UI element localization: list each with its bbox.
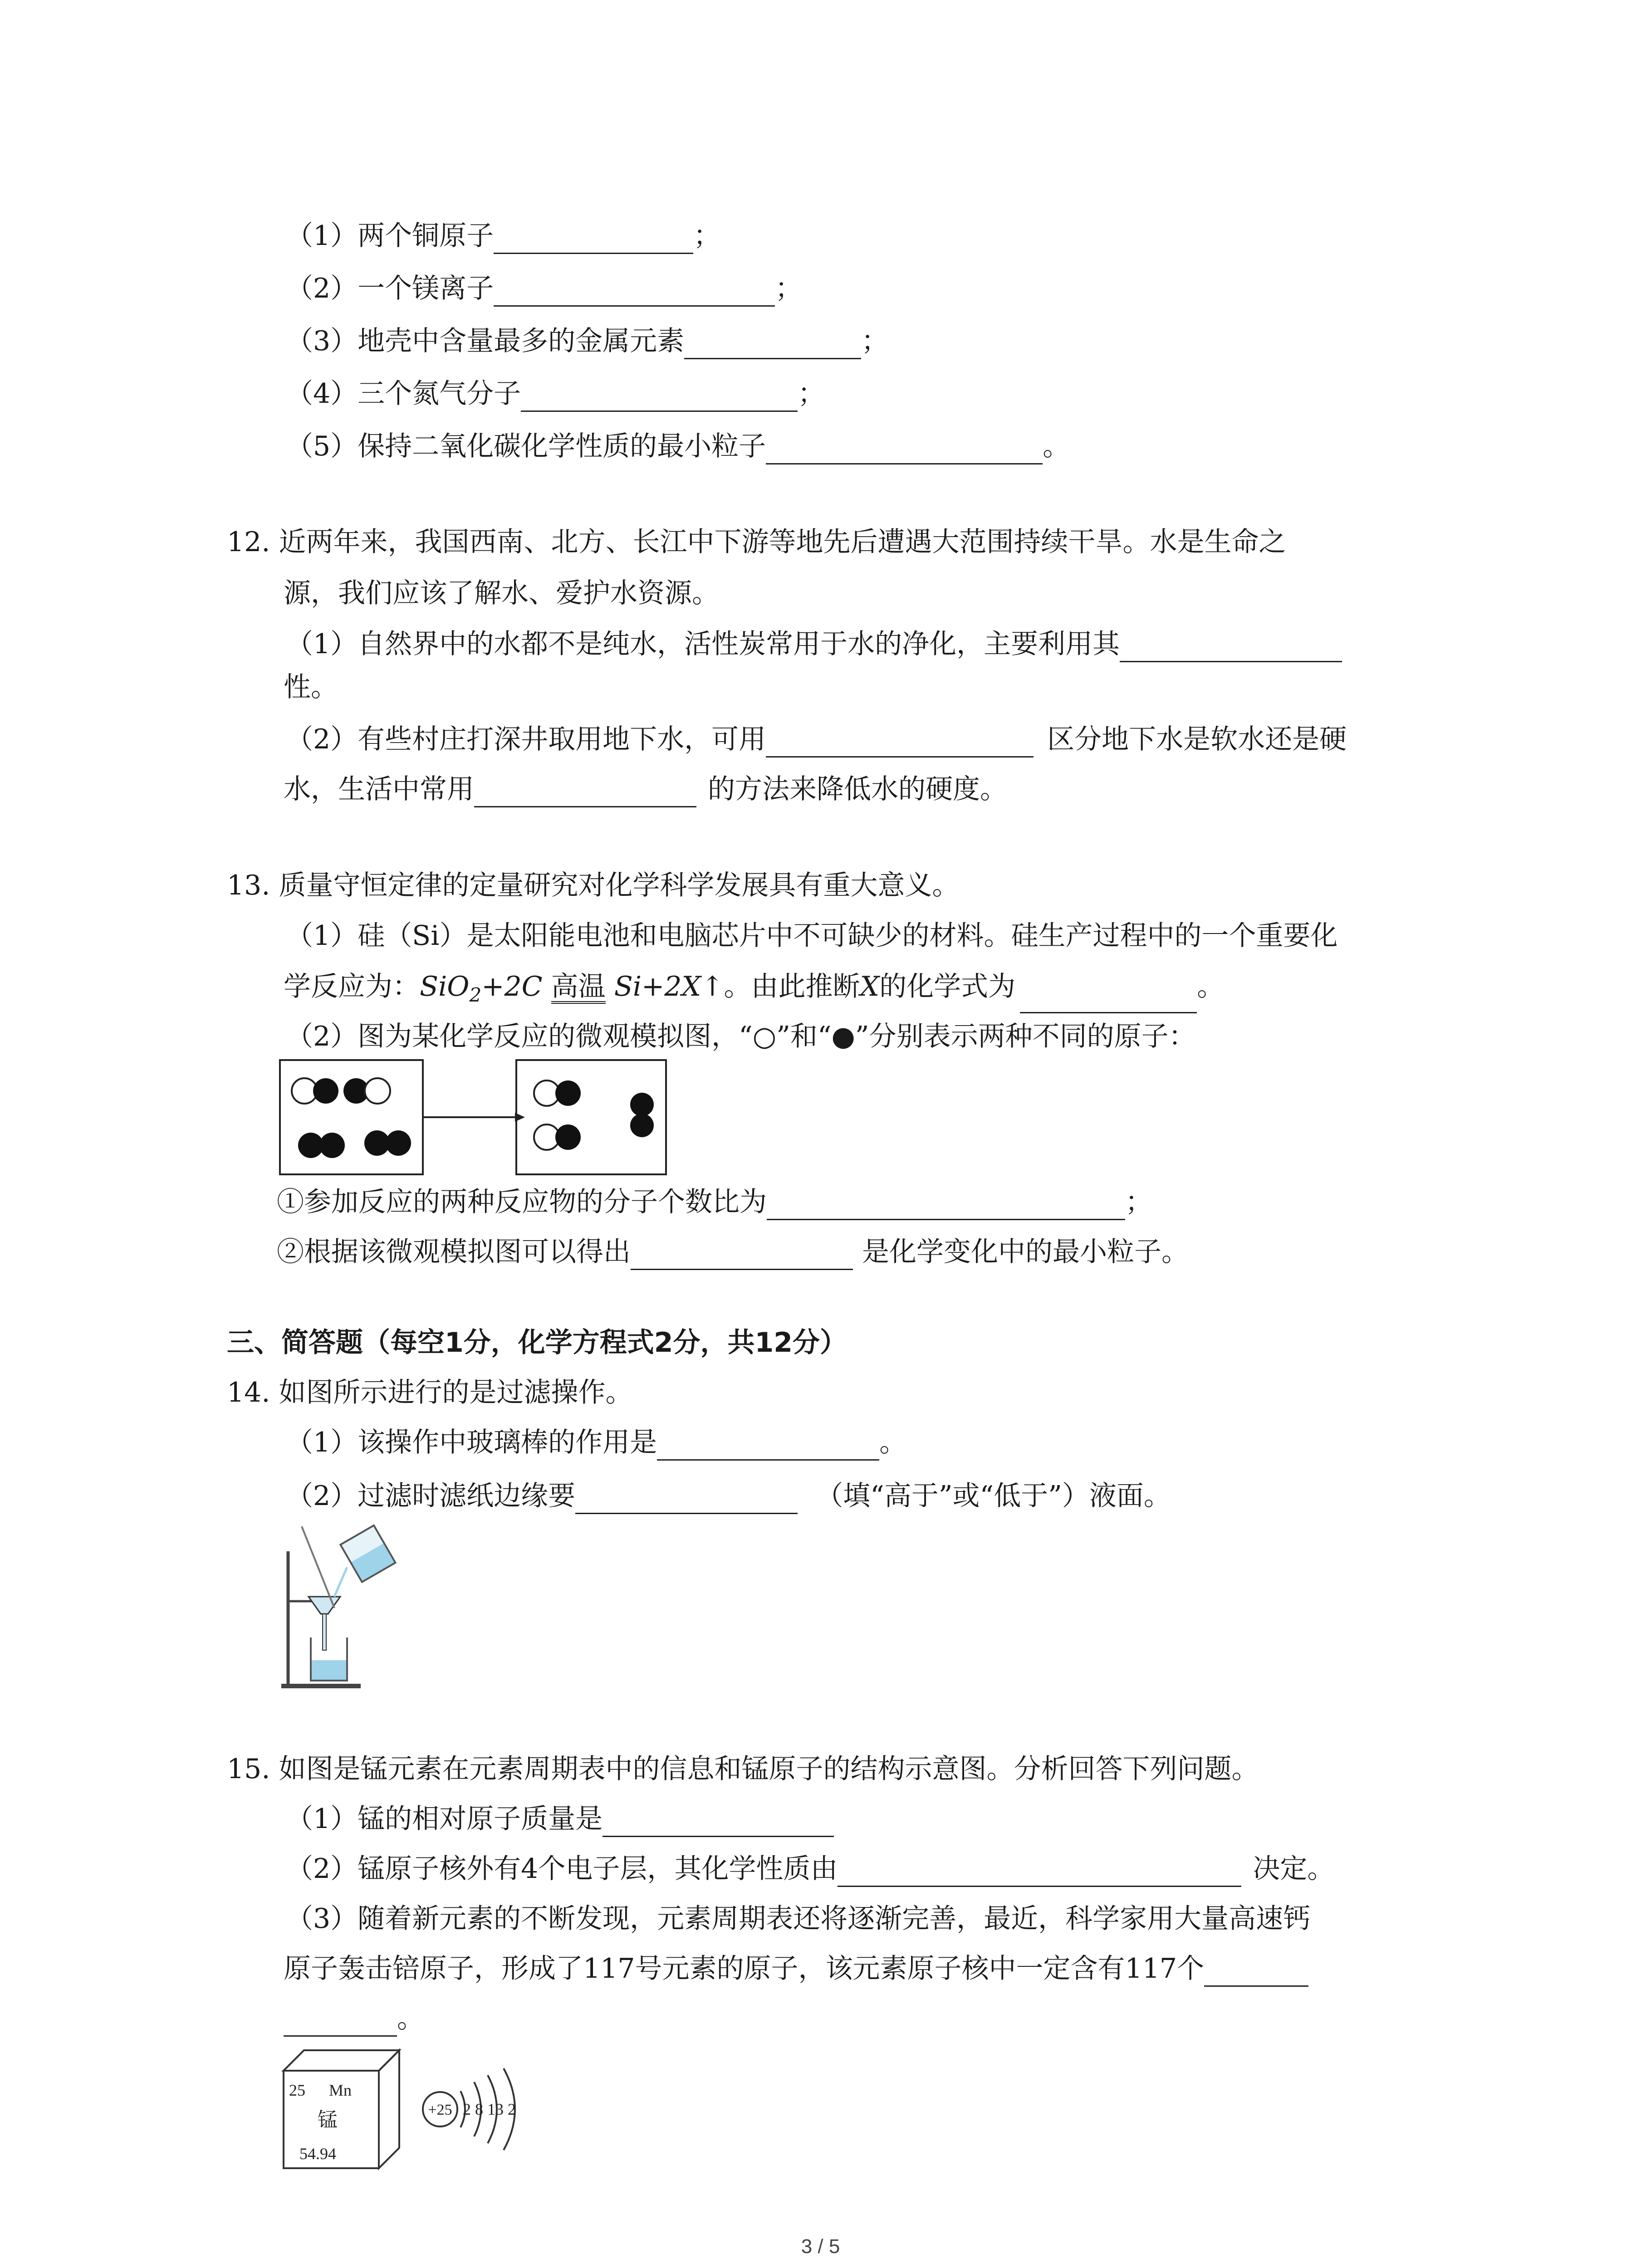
answer-blank[interactable] — [474, 778, 696, 807]
q12-part-1: （1）自然界中的水都不是纯水，活性炭常用于水的净化，主要利用其 — [286, 626, 1342, 662]
q15-stem: 15. 如图是锰元素在元素周期表中的信息和锰原子的结构示意图。分析回答下列问题。 — [227, 1753, 1259, 1785]
reaction-condition: 高温 — [551, 972, 606, 1004]
answer-blank[interactable] — [575, 1485, 798, 1514]
q13-part-1: （1）硅（Si）是太阳能电池和电脑芯片中不可缺少的材料。硅生产过程中的一个重要化 — [286, 920, 1338, 952]
shell-electron-counts: 2 8 13 2 — [463, 2100, 516, 2118]
section-heading: 三、简答题（每空1分，化学方程式2分，共12分） — [227, 1327, 847, 1359]
q13-subq-2: ②根据该微观模拟图可以得出 是化学变化中的最小粒子。 — [277, 1234, 1189, 1270]
answer-blank[interactable] — [1204, 1957, 1308, 1987]
q15-part-3: （3）随着新元素的不断发现，元素周期表还将逐渐完善，最近，科学家用大量高速钙 — [286, 1903, 1311, 1935]
q11-item-4: （4）三个氮气分子 ； — [286, 376, 825, 412]
answer-blank[interactable] — [603, 1808, 834, 1837]
q11-item-1: （1）两个铜原子 ； — [286, 218, 720, 254]
atomic-mass: 54.94 — [299, 2145, 336, 2163]
answer-blank[interactable] — [684, 330, 861, 359]
q12-part-2: （2）有些村庄打深井取用地下水，可用 区分地下水是软水还是硬 — [286, 721, 1347, 758]
manganese-atom-structure-diagram — [420, 2064, 556, 2155]
q15-part-3-cont: 原子轰击锫原子，形成了117号元素的原子，该元素原子核中一定含有117个 — [284, 1950, 1308, 1987]
q12-part-1-cont: 性。 — [284, 671, 338, 703]
answer-blank[interactable] — [838, 1857, 1241, 1887]
element-symbol: Mn — [329, 2081, 352, 2099]
q14-part-1: （1）该操作中玻璃棒的作用是 。 — [286, 1424, 906, 1461]
q13-subq-1: ①参加反应的两种反应物的分子个数比为 ； — [277, 1184, 1152, 1220]
answer-blank[interactable] — [284, 2007, 397, 2037]
q11-item-3: （3）地壳中含量最多的金属元素 ； — [286, 323, 888, 359]
pouring-beaker — [340, 1525, 395, 1582]
formula-sio2: SiO$_2$+2C — [420, 971, 551, 1006]
answer-blank[interactable] — [521, 382, 798, 412]
nuclear-charge: +25 — [428, 2102, 452, 2118]
q12-stem-line-2: 源，我们应该了解水、爱护水资源。 — [284, 577, 719, 609]
q13-part-1-equation: 学反应为：SiO$_2$+2C 高温 Si+2X↑。由此推断X的化学式为 。 — [284, 968, 1224, 1013]
q13-stem: 13. 质量守恒定律的定量研究对化学科学发展具有重大意义。 — [227, 870, 960, 901]
q11-item-5: （5）保持二氧化碳化学性质的最小粒子 。 — [286, 428, 1070, 464]
reactant-box — [280, 1060, 423, 1174]
answer-blank[interactable] — [1120, 633, 1342, 662]
funnel — [309, 1597, 340, 1614]
stand-base — [281, 1684, 361, 1688]
glass-rod — [302, 1526, 334, 1608]
q14-stem: 14. 如图所示进行的是过滤操作。 — [227, 1377, 633, 1408]
element-name: 锰 — [318, 2108, 338, 2131]
q11-item-2: （2）一个镁离子 ； — [286, 270, 802, 307]
q12-part-2-cont: 水，生活中常用 的方法来降低水的硬度。 — [284, 771, 1007, 807]
q14-part-2: （2）过滤时滤纸边缘要 （填“高于”或“低于”）液面。 — [286, 1478, 1171, 1514]
filtrate — [312, 1660, 346, 1680]
reaction-micro-model-figure — [279, 1059, 669, 1177]
q13-part-2: （2）图为某化学反应的微观模拟图，“○”和“●”分别表示两种不同的原子： — [286, 1021, 1196, 1052]
page-number: 3 / 5 — [801, 2235, 840, 2258]
manganese-element-card — [279, 2046, 406, 2173]
q15-part-2: （2）锰原子核外有4个电子层，其化学性质由 决定。 — [286, 1851, 1334, 1887]
answer-blank[interactable] — [494, 277, 775, 307]
answer-blank[interactable] — [494, 225, 693, 254]
answer-blank[interactable] — [767, 1191, 1125, 1220]
answer-blank[interactable] — [631, 1241, 853, 1270]
q15-part-3-cont2: 。 — [284, 2000, 424, 2037]
answer-blank[interactable] — [766, 435, 1043, 464]
answer-blank[interactable] — [1020, 984, 1197, 1013]
atomic-number: 25 — [289, 2081, 305, 2099]
q15-part-1: （1）锰的相对原子质量是 — [286, 1801, 834, 1837]
answer-blank[interactable] — [766, 728, 1034, 758]
answer-blank[interactable] — [657, 1431, 879, 1461]
q12-stem-line-1: 12. 近两年来，我国西南、北方、长江中下游等地先后遭遇大范围持续干旱。水是生命之 — [227, 526, 1286, 558]
filtration-apparatus-figure — [279, 1524, 397, 1692]
